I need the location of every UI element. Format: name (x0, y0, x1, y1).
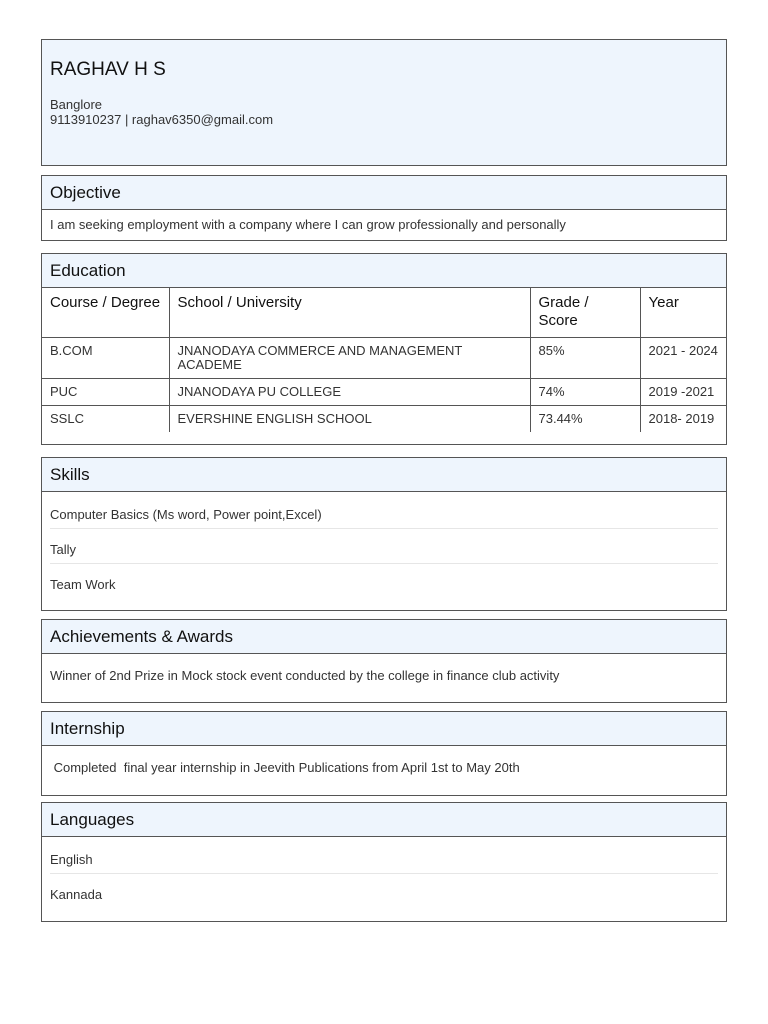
grade-cell: 73.44% (530, 406, 640, 433)
grade-cell: 85% (530, 338, 640, 379)
col-course: Course / Degree (42, 288, 169, 338)
objective-title: Objective (42, 176, 726, 210)
table-row (42, 406, 726, 433)
education-title: Education (42, 254, 726, 288)
candidate-name: RAGHAV H S (50, 59, 166, 80)
education-header-row (42, 288, 726, 338)
achievements-title: Achievements & Awards (42, 620, 726, 654)
internship-section (41, 711, 727, 796)
internship-title: Internship (42, 712, 726, 746)
year-cell: 2021 - 2024 (640, 338, 726, 379)
col-school: School / University (169, 288, 530, 338)
education-section (41, 253, 727, 445)
objective-section (41, 175, 727, 241)
list-item: Computer Basics (Ms word, Power point,Excel) (50, 494, 718, 529)
table-row (42, 338, 726, 379)
school-cell: JNANODAYA PU COLLEGE (169, 379, 530, 406)
table-row (42, 379, 726, 406)
languages-list (42, 837, 726, 908)
list-item: English (50, 839, 718, 874)
year-cell: 2019 -2021 (640, 379, 726, 406)
list-item: Tally (50, 529, 718, 564)
phone-email: 9113910237 | raghav6350@gmail.com (50, 112, 274, 127)
col-grade: Grade / Score (530, 288, 640, 338)
internship-text: Completed final year internship in Jeevith Publications from April 1st to May 20th (50, 760, 520, 775)
school-cell: JNANODAYA COMMERCE AND MANAGEMENT ACADEME (169, 338, 530, 379)
objective-text: I am seeking employment with a company where I can grow professionally and personally (50, 217, 566, 232)
resume-header (41, 39, 727, 166)
school-cell: EVERSHINE ENGLISH SCHOOL (169, 406, 530, 433)
languages-section (41, 802, 727, 922)
course-cell: B.COM (42, 338, 169, 379)
col-year: Year (640, 288, 726, 338)
location: Banglore (50, 97, 103, 112)
education-table (42, 288, 726, 432)
year-cell: 2018- 2019 (648, 411, 715, 426)
skills-section (41, 457, 727, 611)
contact-info (50, 97, 718, 127)
list-item: Team Work (50, 577, 116, 592)
course-cell: SSLC (42, 406, 169, 433)
skills-list (42, 492, 726, 598)
achievements-section (41, 619, 727, 703)
skills-title: Skills (42, 458, 726, 492)
grade-cell: 74% (530, 379, 640, 406)
languages-title: Languages (42, 803, 726, 837)
achievements-text: Winner of 2nd Prize in Mock stock event conducted by the college in finance club activity (50, 668, 560, 683)
course-cell: PUC (42, 379, 169, 406)
list-item: Kannada (50, 887, 103, 902)
